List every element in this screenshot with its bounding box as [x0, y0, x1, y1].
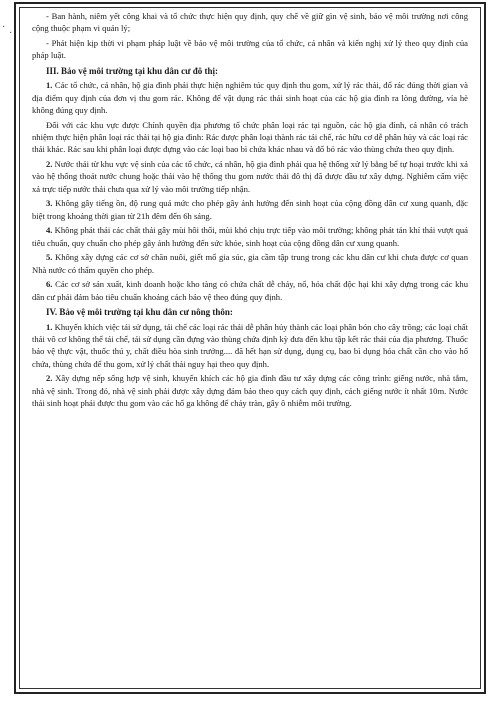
intro-item: - Ban hành, niêm yết công khai và tổ chức thực hiện quy định, quy chế về giữ gìn vệ sinh, bảo vệ môi trường nơi công cộng thuộc phạm vi quản lý;	[32, 11, 468, 34]
paragraph: 4. Không phát thải các chất thải gây mùi hôi thối, mùi khó chịu trực tiếp vào môi trường; không phát tán khí thải vượt quá tiêu chuẩn, quy chuẩn cho phép gây ảnh hưởng đến sức khỏe, sinh hoạt của cộng đồng dân cư xung quanh.	[32, 225, 468, 248]
paragraph: 1. Khuyến khích việc tái sử dụng, tái chế các loại rác thải dễ phân hủy thành các loại phân bón cho cây trồng; các loại chất thải vô cơ không thể tái chế, tái sử dụng cần đựng vào thùng chứa định kỳ đưa đến khu tập kết rác thải của địa phương. Thuốc bảo vệ thực vật, thuốc thú y, chất điều hòa sinh trưởng.... đã hết hạn sử dụng, dụng cụ, bao bì dụng hóa chất cần cho vào hố chứa, thùng chứa để thu gom, xử lý chất thải nguy hại theo quy định.	[32, 321, 468, 369]
paragraph: 5. Không xây dựng các cơ sở chăn nuôi, giết mổ gia súc, gia cầm tập trung trong các khu dân cư khi chưa được cơ quan Nhà nước có thẩm quyền cho phép.	[32, 252, 468, 275]
paragraph: 3. Không gây tiếng ồn, độ rung quá mức cho phép gây ảnh hưởng đến sinh hoạt của cộng đồng dân cư xung quanh, đặc biệt trong khoảng thời gian từ 21h đêm đến 6h sáng.	[32, 198, 468, 221]
section-heading: III. Bảo vệ môi trường tại khu dân cư đô thị:	[46, 65, 219, 76]
intro-item: - Phát hiện kịp thời vi phạm pháp luật về bảo vệ môi trường của tổ chức, cá nhân và kiến nghị xử lý theo quy định của pháp luật.	[32, 38, 468, 61]
paragraph: 6. Các cơ sở sản xuất, kinh doanh hoặc kho tàng có chứa chất dễ cháy, nổ, hóa chất độc hại khi xây dựng trong các khu dân cư phải đảm bảo tiêu chuẩn khoảng cách bảo vệ theo đúng quy định.	[32, 279, 468, 302]
paragraph: Đối với các khu vực được Chính quyền địa phương tổ chức phân loại rác tại nguồn, các hộ gia đình, cá nhân có trách nhiệm thực hiện phân loại rác thải tại hộ gia đình: Rác được phân loại thành rác tái chế, rác hữu cơ dễ phân hủy và các loại rác thải khác. Rác sau khi phân loại được đựng vào các loại bao bì chứa khác nhau và đổ bỏ rác vào thùng chứa theo quy định.	[32, 119, 468, 155]
margin-mark: ·	[9, 28, 13, 39]
paragraph: 2. Nước thải từ khu vực vệ sinh của các tổ chức, cá nhân, hộ gia đình phải qua hệ thống xử lý bằng bể tự hoại trước khi xả vào hệ thống thoát nước chung hoặc thải vào hệ thống thu gom nước thải đô thị đã được đầu tư xây dựng. Nghiêm cấm việc xả trực tiếp nước thải chưa qua xử lý vào môi trường tiếp nhận.	[32, 159, 468, 194]
section-heading: IV. Bảo vệ môi trường tại khu dân cư nông thôn:	[46, 307, 233, 318]
paragraph: 2. Xây dựng nếp sống hợp vệ sinh, khuyến khích các hộ gia đình đầu tư xây dựng các công trình: giếng nước, nhà tắm, nhà vệ sinh. Trong đó, nhà vệ sinh phải được xây dựng đảm bảo theo quy cách quy định, cách giếng nước ít nhất 10m. Nước thải sinh hoạt phải được thu gom vào các hố ga không để chảy tràn, gây ô nhiễm môi trường.	[32, 373, 468, 409]
document-body	[32, 10, 468, 412]
margin-mark: ·	[2, 22, 6, 33]
paragraph: 1. Các tổ chức, cá nhân, hộ gia đình phải thực hiện nghiêm túc quy định thu gom, xử lý rác thải, đổ rác đúng thời gian và địa điểm quy định của đơn vị thu gom rác. Không để vật dụng rác thải sinh hoạt của các hộ gia đình ra lòng đường, vỉa hè không đúng quy định.	[32, 80, 468, 116]
